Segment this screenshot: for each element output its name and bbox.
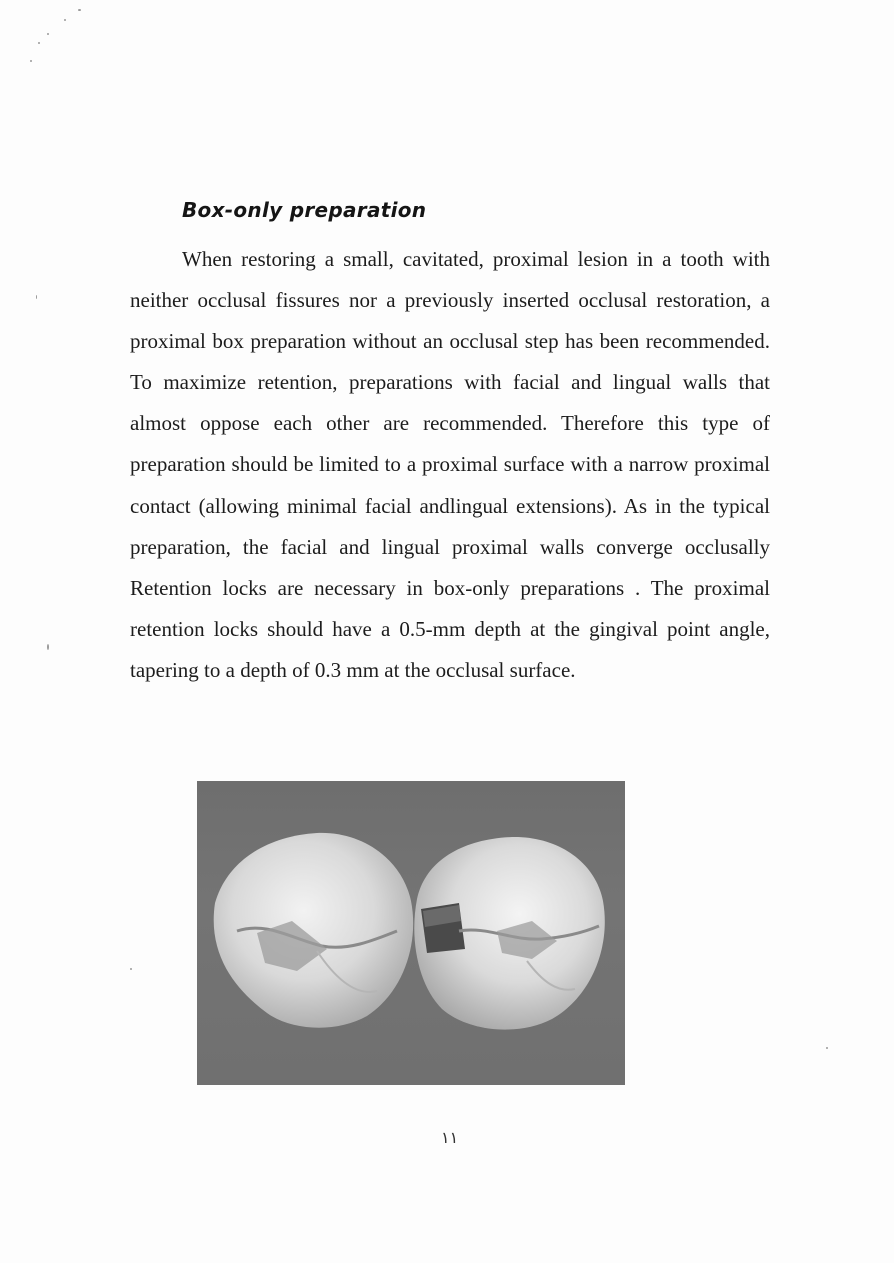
scan-speck	[30, 60, 32, 62]
tooth-preparation-photo	[197, 781, 625, 1085]
scan-speck	[36, 295, 37, 299]
scan-speck	[78, 9, 81, 11]
scan-speck	[47, 644, 49, 650]
body-paragraph: When restoring a small, cavitated, proximal lesion in a tooth with neither occlusal fissures nor a previously inserted occlusal restoration, a proximal box preparation without an occlusal step has been recommended. To maximize retention, preparations with facial and lingual walls that almost oppose each other are recommended. Therefore this type of preparation should be limited to a proximal surface with a narrow proximal contact (allowing minimal facial andlingual extensions). As in the typical preparation, the facial and lingual proximal walls converge occlusally Retention locks are necessary in box-only preparations . The proximal retention locks should have a 0.5-mm depth at the gingival point angle, tapering to a depth of 0.3 mm at the occlusal surface.	[130, 247, 770, 682]
scan-speck	[38, 42, 40, 44]
scan-speck	[64, 19, 66, 21]
page-number: ١١	[441, 1130, 459, 1147]
tooth-photo-graphic	[197, 781, 625, 1085]
scan-speck	[130, 968, 132, 970]
section-heading: Box-only preparation	[182, 198, 427, 222]
scan-speck	[826, 1047, 828, 1049]
scan-speck	[47, 33, 49, 35]
